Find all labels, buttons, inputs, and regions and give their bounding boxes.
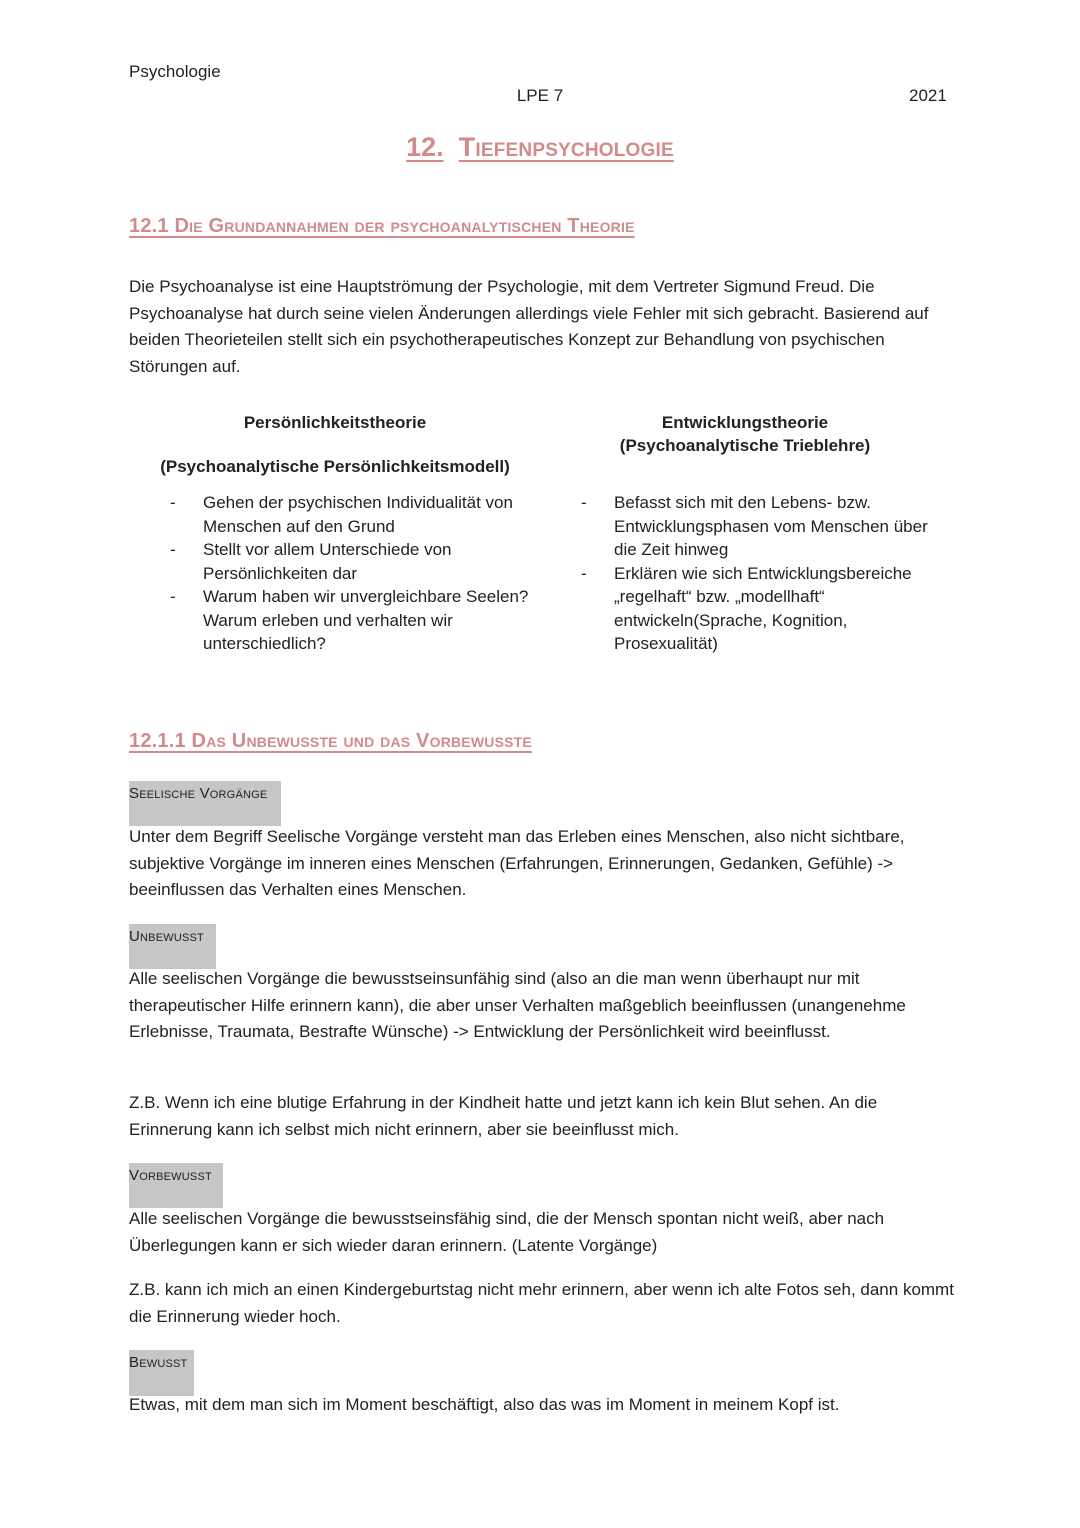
header-subject: Psychologie [129,62,221,81]
intro-paragraph: Die Psychoanalyse ist eine Hauptströmung der Psychologie, mit dem Vertreter Sigmund Freud. Die Psychoanalyse hat durch seine vielen Änderungen allerdings viele Fehler mit sich gebracht. Basierend auf beiden Theorieteilen stellt sich ein psychotherapeutisches Konzept zur Behandlung von psychischen Störungen auf. [129,277,929,376]
list-item: - Stellt vor allem Unterschiede von Persönlichkeiten dar [158,538,548,585]
title-text: Tiefenpsychologie [458,132,674,162]
term-label-seelische-vorgaenge: Seelische Vorgänge [129,781,281,826]
section-heading-12-1: 12.1 Die Grundannahmen der psychoanalytischen Theorie [129,215,635,237]
header-unit: LPE 7 [516,86,564,105]
term-text-bewusst: Etwas, mit dem man sich im Moment beschäftigt, also das was im Moment in meinem Kopf ist. [129,1395,840,1414]
list-item: - Gehen der psychischen Individualität von Menschen auf den Grund [158,491,548,538]
section-heading-12-1-1: 12.1.1 Das Unbewusste und das Vorbewusste [129,730,532,752]
term-text-seelische-vorgaenge: Unter dem Begriff Seelische Vorgänge versteht man das Erleben eines Menschen, also nicht sichtbare, subjektive Vorgänge im inneren eines Menschen (Erfahrungen, Erinnerungen, Gedanken, Gefühle) -> beeinflussen das Verhalten eines Menschen. [129,827,905,899]
left-column-subtitle: (Psychoanalytische Persönlichkeitsmodell) [160,457,510,476]
title-number: 12. [406,132,444,162]
list-item: - Befasst sich mit den Lebens- bzw. Entwicklungsphasen vom Menschen über die Zeit hinweg [569,491,949,562]
list-item: - Warum haben wir unvergleichbare Seelen? Warum erleben und verhalten wir unterschiedlich? [158,585,548,656]
term-label-bewusst: Bewusst [129,1350,194,1396]
term-example-unbewusst: Z.B. Wenn ich eine blutige Erfahrung in der Kindheit hatte und jetzt kann ich kein Blut sehen. An die Erinnerung kann ich selbst mich nicht erinnern, aber sie beeinflusst mich. [129,1093,878,1139]
left-column-title: Persönlichkeitstheorie [243,413,427,432]
term-example-vorbewusst: Z.B. kann ich mich an einen Kindergeburtstag nicht mehr erinnern, aber wenn ich alte Fotos seh, dann kommt die Erinnerung wieder hoch. [129,1280,954,1326]
right-column-title: Entwicklungstheorie [661,413,829,432]
term-text-unbewusst: Alle seelischen Vorgänge die bewusstseinsunfähig sind (also an die man wenn überhaupt nur mit therapeutischer Hilfe erinnern kann), die aber unser Verhalten maßgeblich beeinflussen (unangenehme Erlebnisse, Traumata, Bestrafte Wünsche) -> Entwicklung der Persönlichkeit wird beeinflusst. [129,969,906,1041]
header-year: 2021 [909,86,947,105]
term-label-unbewusst: Unbewusst [129,924,216,969]
page-title [0,132,1080,163]
term-text-vorbewusst: Alle seelischen Vorgänge die bewusstseinsfähig sind, die der Mensch spontan nicht weiß, aber nach Überlegungen kann er sich wieder daran erinnern. (Latente Vorgänge) [129,1209,885,1255]
right-column-list [569,491,949,656]
list-item: - Erklären wie sich Entwicklungsbereiche „regelhaft“ bzw. „modellhaft“ entwickeln(Sprache, Kognition, Prosexualität) [569,562,949,656]
term-label-vorbewusst: Vorbewusst [129,1163,223,1208]
left-column-list [158,491,548,656]
right-column-subtitle: (Psychoanalytische Trieblehre) [619,436,871,455]
